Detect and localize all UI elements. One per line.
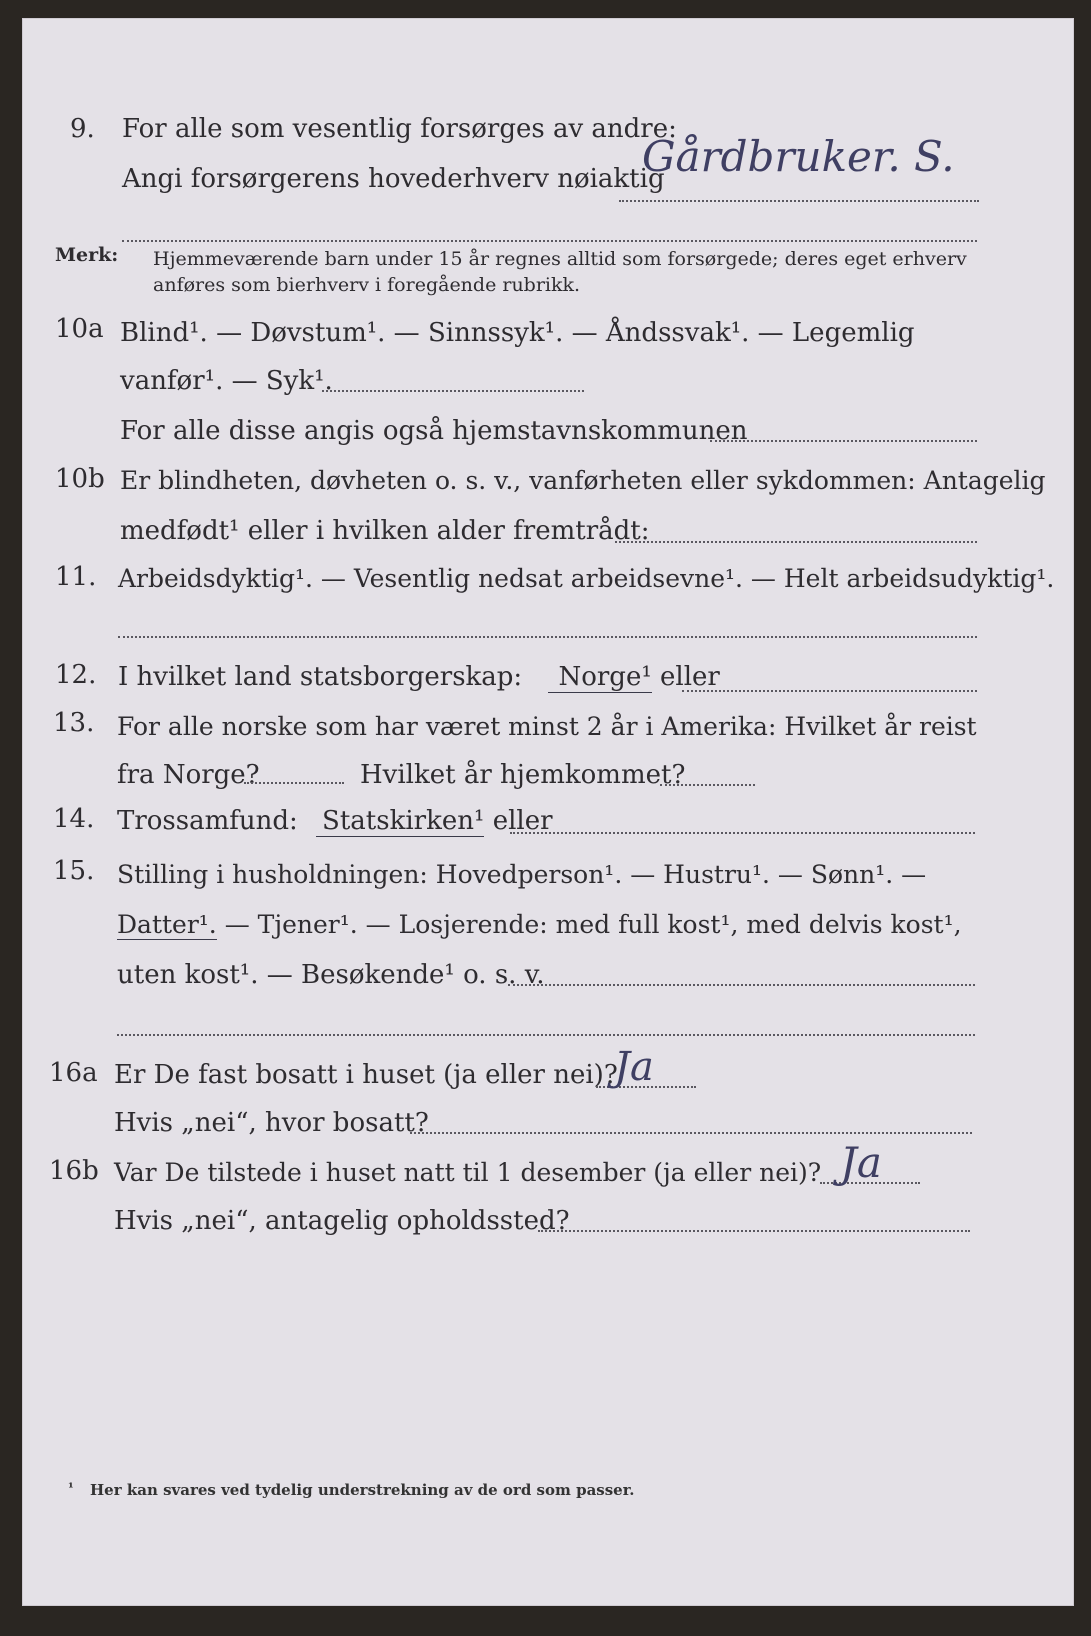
q11-number: 11.: [55, 562, 97, 592]
footnote-text: Her kan svares ved tydelig understrekning av de ord som passer.: [90, 1481, 635, 1499]
footnote-mark: ¹: [68, 1481, 74, 1496]
q16a-question: Er De fast bosatt i huset (ja eller nei)?: [114, 1060, 618, 1090]
q9-number: 9.: [70, 114, 95, 144]
q10a-question-line2: vanfør¹. — Syk¹.: [120, 366, 333, 396]
q12-question: [118, 662, 720, 692]
q10a-question: Blind¹. — Døvstum¹. — Sinnssyk¹. — Åndssvak¹. — Legemlig: [120, 318, 915, 348]
q16a-bosatt-line: [410, 1132, 972, 1134]
q16a-answer-handwritten: Ja: [614, 1044, 654, 1090]
q10b-question: Er blindheten, døvheten o. s. v., vanførheten eller sykdommen: Antagelig: [120, 466, 1046, 495]
q16a-number: 16a: [49, 1058, 98, 1088]
q15-question-line3: uten kost¹. — Besøkende¹ o. s. v.: [117, 960, 545, 990]
q15-datter-underlined: Datter¹.: [117, 910, 217, 939]
q9-extra-line: [122, 240, 977, 242]
q13-reist-line: [244, 782, 344, 784]
census-form-page: [22, 18, 1074, 1606]
q14-question: [117, 806, 553, 836]
q12-answer-line: [682, 690, 977, 692]
q13-question: For alle norske som har været minst 2 år i Amerika: Hvilket år reist: [117, 712, 977, 741]
q9-question-line2: Angi forsørgerens hovederhverv nøiaktig: [122, 164, 665, 194]
q15-number: 15.: [53, 856, 95, 886]
q10b-question-line2: medfødt¹ eller i hvilken alder fremtrådt:: [120, 516, 650, 546]
q15-question-line2: [117, 910, 962, 939]
merk-text-line2: anføres som bierhverv i foregående rubrikk.: [153, 274, 581, 296]
q9-answer-line: [619, 200, 979, 202]
q14-prefix: Trossamfund:: [117, 806, 298, 836]
q16b-opholdssted-line: [538, 1230, 970, 1232]
q13-number: 13.: [53, 708, 95, 738]
q10b-number: 10b: [55, 464, 105, 494]
q16b-number: 16b: [49, 1156, 99, 1186]
q13-hjemkommet-line: [660, 784, 755, 786]
q12-suffix: eller: [660, 662, 720, 692]
q9-question: For alle som vesentlig forsørges av andre:: [122, 114, 677, 144]
q11-answer-line: [118, 636, 977, 638]
q10a-number: 10a: [55, 314, 104, 344]
q10a-answer-line: [322, 390, 584, 392]
q16a-question-line2: Hvis „nei“, hvor bosatt?: [114, 1108, 429, 1138]
q12-number: 12.: [55, 660, 97, 690]
q15-line2-rest: — Tjener¹. — Losjerende: med full kost¹, med delvis kost¹,: [224, 910, 962, 939]
q15-answer-line: [508, 984, 975, 986]
q15-extra-line: [117, 1034, 975, 1036]
q13-hjemkommet: Hvilket år hjemkommet?: [360, 760, 686, 790]
q14-answer-line: [510, 832, 975, 834]
q14-number: 14.: [53, 804, 95, 834]
q10b-answer-line: [615, 541, 977, 543]
q16b-answer-handwritten: Ja: [840, 1138, 882, 1187]
q13-fra-norge: fra Norge?: [117, 760, 260, 790]
q10a-hjemstavn-line: [710, 440, 977, 442]
q14-suffix: eller: [492, 806, 553, 836]
q15-question: Stilling i husholdningen: Hovedperson¹. — Hustru¹. — Sønn¹. —: [117, 860, 927, 889]
q12-prefix: I hvilket land statsborgerskap:: [118, 662, 523, 692]
q14-statskirken-underlined: Statskirken¹: [316, 806, 484, 837]
q10a-question-line3: For alle disse angis også hjemstavnskommunen: [120, 416, 748, 446]
merk-text-line1: Hjemmeværende barn under 15 år regnes alltid som forsørgede; deres eget erhverv: [153, 248, 967, 270]
q12-norge-underlined: Norge¹: [548, 662, 651, 693]
q9-answer-handwritten: Gårdbruker. S.: [642, 132, 955, 181]
q16b-question-line2: Hvis „nei“, antagelig opholdssted?: [114, 1206, 570, 1236]
merk-label: Merk:: [55, 244, 119, 266]
q16b-question: Var De tilstede i huset natt til 1 desember (ja eller nei)?: [114, 1158, 822, 1187]
q11-question: Arbeidsdyktig¹. — Vesentlig nedsat arbeidsevne¹. — Helt arbeidsudyktig¹.: [118, 564, 1055, 593]
